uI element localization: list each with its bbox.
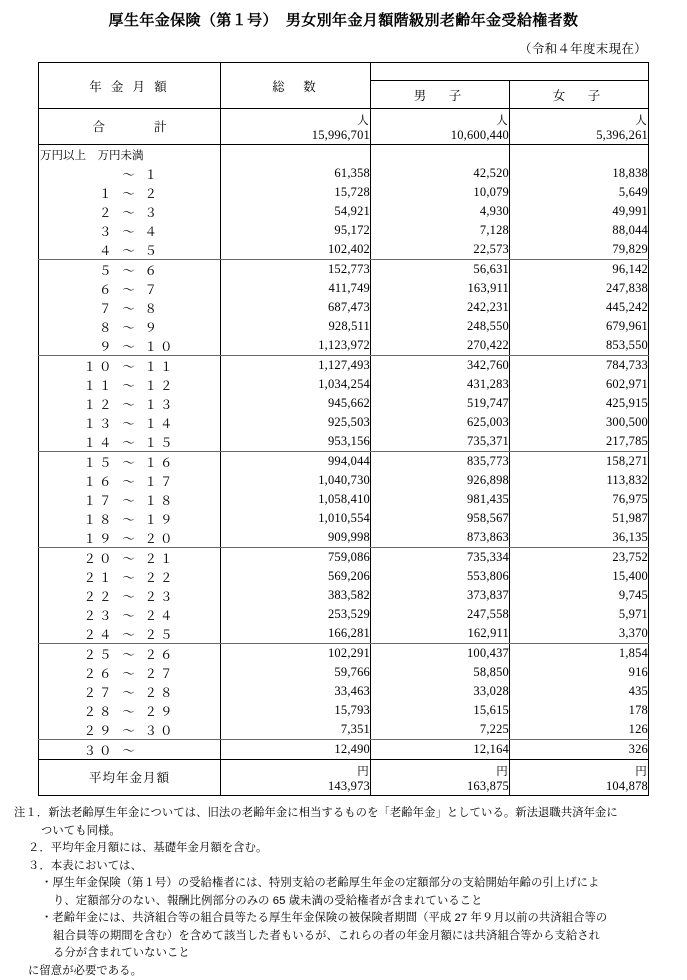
row-total-value: 102,402 (221, 240, 371, 260)
header-male: 男 子 (371, 81, 510, 109)
row-range-label (39, 490, 221, 509)
range-tilde-icon: ～ (117, 165, 141, 183)
grand-total-male (371, 109, 510, 145)
range-upper: ２３ (141, 587, 203, 605)
row-total-value: 383,582 (221, 586, 371, 605)
row-range-label (39, 624, 221, 644)
table-row (39, 586, 649, 605)
statistical-table-page (0, 11, 687, 924)
range-upper: ８ (141, 299, 203, 317)
range-upper: １０ (141, 337, 203, 355)
range-lower: ７ (57, 299, 117, 317)
range-upper: ２１ (141, 549, 203, 567)
range-lower: ３ (57, 222, 117, 240)
range-upper: １５ (141, 433, 203, 451)
row-female-value: 602,971 (510, 375, 649, 394)
range-tilde-icon: ～ (117, 741, 141, 759)
row-range-label (39, 183, 221, 202)
row-total-value: 59,766 (221, 663, 371, 682)
page-title: 厚生年金保険（第１号） 男女別年金月額階級別老齢年金受給権者数 (0, 11, 687, 31)
range-lower: ２３ (57, 606, 117, 624)
range-tilde-icon: ～ (117, 241, 141, 259)
row-male-value: 242,231 (371, 298, 510, 317)
row-range-label (39, 298, 221, 317)
range-lower: １１ (57, 376, 117, 394)
range-upper: ５ (141, 241, 203, 259)
range-upper: ２７ (141, 664, 203, 682)
table-row (39, 375, 649, 394)
row-male-value: 7,128 (371, 221, 510, 240)
table-row (39, 394, 649, 413)
row-range-label (39, 317, 221, 336)
range-upper: ２０ (141, 529, 203, 547)
range-tilde-icon: ～ (117, 606, 141, 624)
range-unit-label: 万円以上 万円未満 (39, 145, 221, 165)
average-label: 平均年金月額 (39, 760, 221, 796)
table-body (39, 109, 649, 760)
row-range-label (39, 164, 221, 183)
unit-people-total: 人 (221, 114, 370, 128)
row-female-value: 23,752 (510, 548, 649, 568)
range-upper: １６ (141, 453, 203, 471)
range-upper: ２６ (141, 645, 203, 663)
range-lower: １４ (57, 433, 117, 451)
range-lower: ２０ (57, 549, 117, 567)
row-total-value: 953,156 (221, 432, 371, 452)
row-total-value: 1,040,730 (221, 471, 371, 490)
row-range-label (39, 356, 221, 376)
row-female-value: 300,500 (510, 413, 649, 432)
row-range-label (39, 471, 221, 490)
row-male-value: 56,631 (371, 260, 510, 280)
unit-people-male: 人 (371, 114, 509, 128)
range-upper: １２ (141, 376, 203, 394)
average-female-value: 104,878 (510, 779, 648, 794)
range-upper: １３ (141, 395, 203, 413)
row-range-label (39, 452, 221, 472)
row-range-label (39, 605, 221, 624)
range-tilde-icon: ～ (117, 414, 141, 432)
range-tilde-icon: ～ (117, 625, 141, 643)
range-lower: ９ (57, 337, 117, 355)
range-lower: ２８ (57, 702, 117, 720)
unit-people-female: 人 (510, 114, 648, 128)
table-row-grand-total (39, 109, 649, 145)
table-row (39, 279, 649, 298)
row-range-label (39, 336, 221, 356)
table-row (39, 298, 649, 317)
row-female-value: 51,987 (510, 509, 649, 528)
row-male-value: 373,837 (371, 586, 510, 605)
row-female-value: 435 (510, 682, 649, 701)
grand-total-total (221, 109, 371, 145)
row-male-value: 247,558 (371, 605, 510, 624)
row-male-value: 873,863 (371, 528, 510, 548)
header-sex-group-spacer (371, 63, 649, 81)
range-upper: １４ (141, 414, 203, 432)
table-row (39, 740, 649, 760)
row-female-value: 96,142 (510, 260, 649, 280)
row-male-value: 7,225 (371, 720, 510, 740)
range-tilde-icon: ～ (117, 357, 141, 375)
average-total (221, 760, 371, 796)
range-tilde-icon: ～ (117, 299, 141, 317)
row-range-label (39, 202, 221, 221)
range-tilde-icon: ～ (117, 395, 141, 413)
range-upper: ２８ (141, 683, 203, 701)
row-range-label (39, 663, 221, 682)
row-female-value: 178 (510, 701, 649, 720)
average-total-value: 143,973 (221, 779, 370, 794)
range-lower: ２２ (57, 587, 117, 605)
row-male-value: 735,371 (371, 432, 510, 452)
range-upper: ２２ (141, 568, 203, 586)
row-range-label (39, 413, 221, 432)
row-male-value: 163,911 (371, 279, 510, 298)
row-total-value: 1,058,410 (221, 490, 371, 509)
row-total-value: 61,358 (221, 164, 371, 183)
row-female-value: 36,135 (510, 528, 649, 548)
row-female-value: 49,991 (510, 202, 649, 221)
row-total-value: 95,172 (221, 221, 371, 240)
table-row (39, 432, 649, 452)
row-range-label (39, 509, 221, 528)
range-lower: １２ (57, 395, 117, 413)
footnote-3-tail: に留意が必要である。 (14, 963, 674, 980)
row-male-value: 33,028 (371, 682, 510, 701)
row-female-value: 425,915 (510, 394, 649, 413)
range-tilde-icon: ～ (117, 222, 141, 240)
row-female-value: 916 (510, 663, 649, 682)
table-row (39, 605, 649, 624)
footnote-1-line2: ついても同様。 (14, 823, 674, 841)
range-lower: １７ (57, 491, 117, 509)
range-tilde-icon: ～ (117, 529, 141, 547)
range-lower: ２６ (57, 664, 117, 682)
row-total-value: 569,206 (221, 567, 371, 586)
table-row (39, 221, 649, 240)
range-lower: １ (57, 184, 117, 202)
table-row-average (39, 760, 649, 796)
row-male-value: 58,850 (371, 663, 510, 682)
range-upper: １ (141, 165, 203, 183)
table-row (39, 509, 649, 528)
row-total-value: 687,473 (221, 298, 371, 317)
range-lower: ２ (57, 203, 117, 221)
range-tilde-icon: ～ (117, 721, 141, 739)
table-row (39, 528, 649, 548)
footnote-1-line1: 注１．新法老齢厚生年金については、旧法の老齢年金に相当するものを「老齢年金」としている。新法退職共済年金に (14, 805, 674, 823)
range-lower: ６ (57, 280, 117, 298)
row-female-value: 9,745 (510, 586, 649, 605)
range-lower: １６ (57, 472, 117, 490)
range-lower: ２１ (57, 568, 117, 586)
row-total-value: 1,034,254 (221, 375, 371, 394)
row-female-value: 79,829 (510, 240, 649, 260)
row-female-value: 18,838 (510, 164, 649, 183)
range-lower: ８ (57, 318, 117, 336)
range-tilde-icon: ～ (117, 510, 141, 528)
unit-row-female-blank (510, 145, 649, 165)
range-tilde-icon: ～ (117, 203, 141, 221)
row-range-label (39, 567, 221, 586)
row-female-value: 88,044 (510, 221, 649, 240)
row-range-label (39, 644, 221, 664)
row-range-label (39, 240, 221, 260)
row-female-value: 5,649 (510, 183, 649, 202)
range-upper: ９ (141, 318, 203, 336)
table-row (39, 548, 649, 568)
table-row (39, 202, 649, 221)
footnote-3: ３．本表においては、 (14, 858, 674, 876)
range-upper: ２ (141, 184, 203, 202)
range-upper: ２９ (141, 702, 203, 720)
row-female-value: 217,785 (510, 432, 649, 452)
footnotes (14, 805, 674, 980)
range-lower: ４ (57, 241, 117, 259)
table-row (39, 356, 649, 376)
unit-row-male-blank (371, 145, 510, 165)
row-total-value: 15,793 (221, 701, 371, 720)
row-total-value: 12,490 (221, 740, 371, 760)
row-range-label (39, 394, 221, 413)
table-row (39, 164, 649, 183)
row-male-value: 625,003 (371, 413, 510, 432)
range-lower: １９ (57, 529, 117, 547)
range-upper: １７ (141, 472, 203, 490)
row-female-value: 679,961 (510, 317, 649, 336)
row-male-value: 835,773 (371, 452, 510, 472)
average-male (371, 760, 510, 796)
table-row (39, 413, 649, 432)
row-total-value: 166,281 (221, 624, 371, 644)
row-male-value: 248,550 (371, 317, 510, 336)
row-range-label (39, 279, 221, 298)
row-range-label (39, 586, 221, 605)
row-male-value: 981,435 (371, 490, 510, 509)
range-upper: １９ (141, 510, 203, 528)
row-total-value: 1,010,554 (221, 509, 371, 528)
range-tilde-icon: ～ (117, 491, 141, 509)
row-total-value: 411,749 (221, 279, 371, 298)
row-total-value: 7,351 (221, 720, 371, 740)
range-tilde-icon: ～ (117, 318, 141, 336)
row-female-value: 853,550 (510, 336, 649, 356)
range-tilde-icon: ～ (117, 453, 141, 471)
row-range-label (39, 260, 221, 280)
table-footer (39, 760, 649, 796)
row-total-value: 945,662 (221, 394, 371, 413)
row-female-value: 326 (510, 740, 649, 760)
header-row-top (39, 63, 649, 81)
grand-total-female-value: 5,396,261 (510, 128, 648, 143)
row-male-value: 22,573 (371, 240, 510, 260)
row-range-label (39, 432, 221, 452)
unit-yen-male: 円 (371, 765, 509, 779)
row-male-value: 958,567 (371, 509, 510, 528)
footnote-3-bullet2-line2: 組合員等の期間を含む）を含めて該当した者もいるが、これらの者の年金月額には共済組合等から支給され (14, 928, 674, 946)
row-female-value: 113,832 (510, 471, 649, 490)
range-tilde-icon: ～ (117, 645, 141, 663)
row-male-value: 162,911 (371, 624, 510, 644)
table-row (39, 452, 649, 472)
row-range-label (39, 375, 221, 394)
row-female-value: 15,400 (510, 567, 649, 586)
range-tilde-icon: ～ (117, 683, 141, 701)
row-male-value: 4,930 (371, 202, 510, 221)
row-total-value: 909,998 (221, 528, 371, 548)
header-total: 総 数 (221, 63, 371, 109)
range-lower: ２５ (57, 645, 117, 663)
row-male-value: 342,760 (371, 356, 510, 376)
row-male-value: 15,615 (371, 701, 510, 720)
row-total-value: 102,291 (221, 644, 371, 664)
range-lower: １８ (57, 510, 117, 528)
average-male-value: 163,875 (371, 779, 509, 794)
grand-total-male-value: 10,600,440 (371, 128, 509, 143)
table-row (39, 567, 649, 586)
table-row-unit-header (39, 145, 649, 165)
range-lower: １３ (57, 414, 117, 432)
table-row (39, 624, 649, 644)
range-tilde-icon: ～ (117, 280, 141, 298)
range-tilde-icon: ～ (117, 587, 141, 605)
table-row (39, 336, 649, 356)
table-row (39, 644, 649, 664)
row-female-value: 784,733 (510, 356, 649, 376)
row-male-value: 553,806 (371, 567, 510, 586)
range-tilde-icon: ～ (117, 664, 141, 682)
row-total-value: 54,921 (221, 202, 371, 221)
row-total-value: 994,044 (221, 452, 371, 472)
row-female-value: 445,242 (510, 298, 649, 317)
row-female-value: 3,370 (510, 624, 649, 644)
row-range-label (39, 740, 221, 760)
row-total-value: 33,463 (221, 682, 371, 701)
row-range-label (39, 221, 221, 240)
range-upper: １１ (141, 357, 203, 375)
footnote-3-bullet1-line1: ・厚生年金保険（第１号）の受給権者には、特別支給の老齢厚生年金の定額部分の支給開始年齢の引上げによ (14, 875, 674, 893)
range-tilde-icon: ～ (117, 702, 141, 720)
table-header (39, 63, 649, 109)
range-upper: ３ (141, 203, 203, 221)
row-female-value: 126 (510, 720, 649, 740)
table-row (39, 663, 649, 682)
grand-total-total-value: 15,996,701 (221, 128, 370, 143)
row-male-value: 10,079 (371, 183, 510, 202)
range-upper: ４ (141, 222, 203, 240)
row-female-value: 1,854 (510, 644, 649, 664)
row-male-value: 42,520 (371, 164, 510, 183)
range-upper: ２５ (141, 625, 203, 643)
row-total-value: 1,123,972 (221, 336, 371, 356)
row-range-label (39, 720, 221, 740)
range-upper: ６ (141, 261, 203, 279)
table-row (39, 720, 649, 740)
footnote-3-bullet1-line2: り、定額部分のない、報酬比例部分のみの 65 歳未満の受給権者が含まれていること (14, 893, 674, 911)
pension-table-container (38, 62, 648, 796)
row-range-label (39, 528, 221, 548)
row-male-value: 431,283 (371, 375, 510, 394)
range-tilde-icon: ～ (117, 549, 141, 567)
footnote-3-bullet2-line1: ・老齢年金には、共済組合等の組合員等たる厚生年金保険の被保険者期間（平成 27 年９月以前の共済組合等の (14, 910, 674, 928)
row-male-value: 926,898 (371, 471, 510, 490)
as-of-date: （令和４年度末現在） (0, 41, 647, 57)
range-lower: ５ (57, 261, 117, 279)
row-total-value: 759,086 (221, 548, 371, 568)
range-lower: ２７ (57, 683, 117, 701)
table-row (39, 317, 649, 336)
row-total-value: 1,127,493 (221, 356, 371, 376)
row-range-label (39, 682, 221, 701)
row-female-value: 76,975 (510, 490, 649, 509)
table-row (39, 260, 649, 280)
range-upper: ３０ (141, 721, 203, 739)
grand-total-female (510, 109, 649, 145)
table-row (39, 471, 649, 490)
range-upper: １８ (141, 491, 203, 509)
table-row (39, 240, 649, 260)
table-row (39, 701, 649, 720)
table-row (39, 682, 649, 701)
range-lower: ３０ (57, 741, 117, 759)
range-tilde-icon: ～ (117, 472, 141, 490)
range-tilde-icon: ～ (117, 184, 141, 202)
row-range-label (39, 548, 221, 568)
row-female-value: 5,971 (510, 605, 649, 624)
row-total-value: 152,773 (221, 260, 371, 280)
table-row (39, 183, 649, 202)
range-lower: １５ (57, 453, 117, 471)
row-male-value: 12,164 (371, 740, 510, 760)
range-tilde-icon: ～ (117, 261, 141, 279)
range-lower: ２９ (57, 721, 117, 739)
range-tilde-icon: ～ (117, 337, 141, 355)
row-male-value: 270,422 (371, 336, 510, 356)
range-tilde-icon: ～ (117, 433, 141, 451)
footnote-3-bullet2-line3: る分が含まれていないこと (14, 945, 674, 963)
row-female-value: 158,271 (510, 452, 649, 472)
range-upper: ２４ (141, 606, 203, 624)
header-pension-monthly-amount: 年 金 月 額 (39, 63, 221, 109)
row-total-value: 253,529 (221, 605, 371, 624)
row-male-value: 735,334 (371, 548, 510, 568)
row-male-value: 519,747 (371, 394, 510, 413)
row-female-value: 247,838 (510, 279, 649, 298)
grand-total-label: 合 計 (39, 109, 221, 145)
row-total-value: 15,728 (221, 183, 371, 202)
footnote-2: ２．平均年金月額には、基礎年金月額を含む。 (14, 840, 674, 858)
range-tilde-icon: ～ (117, 376, 141, 394)
range-lower: ２４ (57, 625, 117, 643)
range-tilde-icon: ～ (117, 568, 141, 586)
unit-row-total-blank (221, 145, 371, 165)
average-female (510, 760, 649, 796)
pension-statistics-table (38, 62, 649, 796)
unit-yen-total: 円 (221, 765, 370, 779)
table-row (39, 490, 649, 509)
unit-yen-female: 円 (510, 765, 648, 779)
row-range-label (39, 701, 221, 720)
row-male-value: 100,437 (371, 644, 510, 664)
row-total-value: 928,511 (221, 317, 371, 336)
range-upper: ７ (141, 280, 203, 298)
header-female: 女 子 (510, 81, 649, 109)
range-lower: １０ (57, 357, 117, 375)
row-total-value: 925,503 (221, 413, 371, 432)
